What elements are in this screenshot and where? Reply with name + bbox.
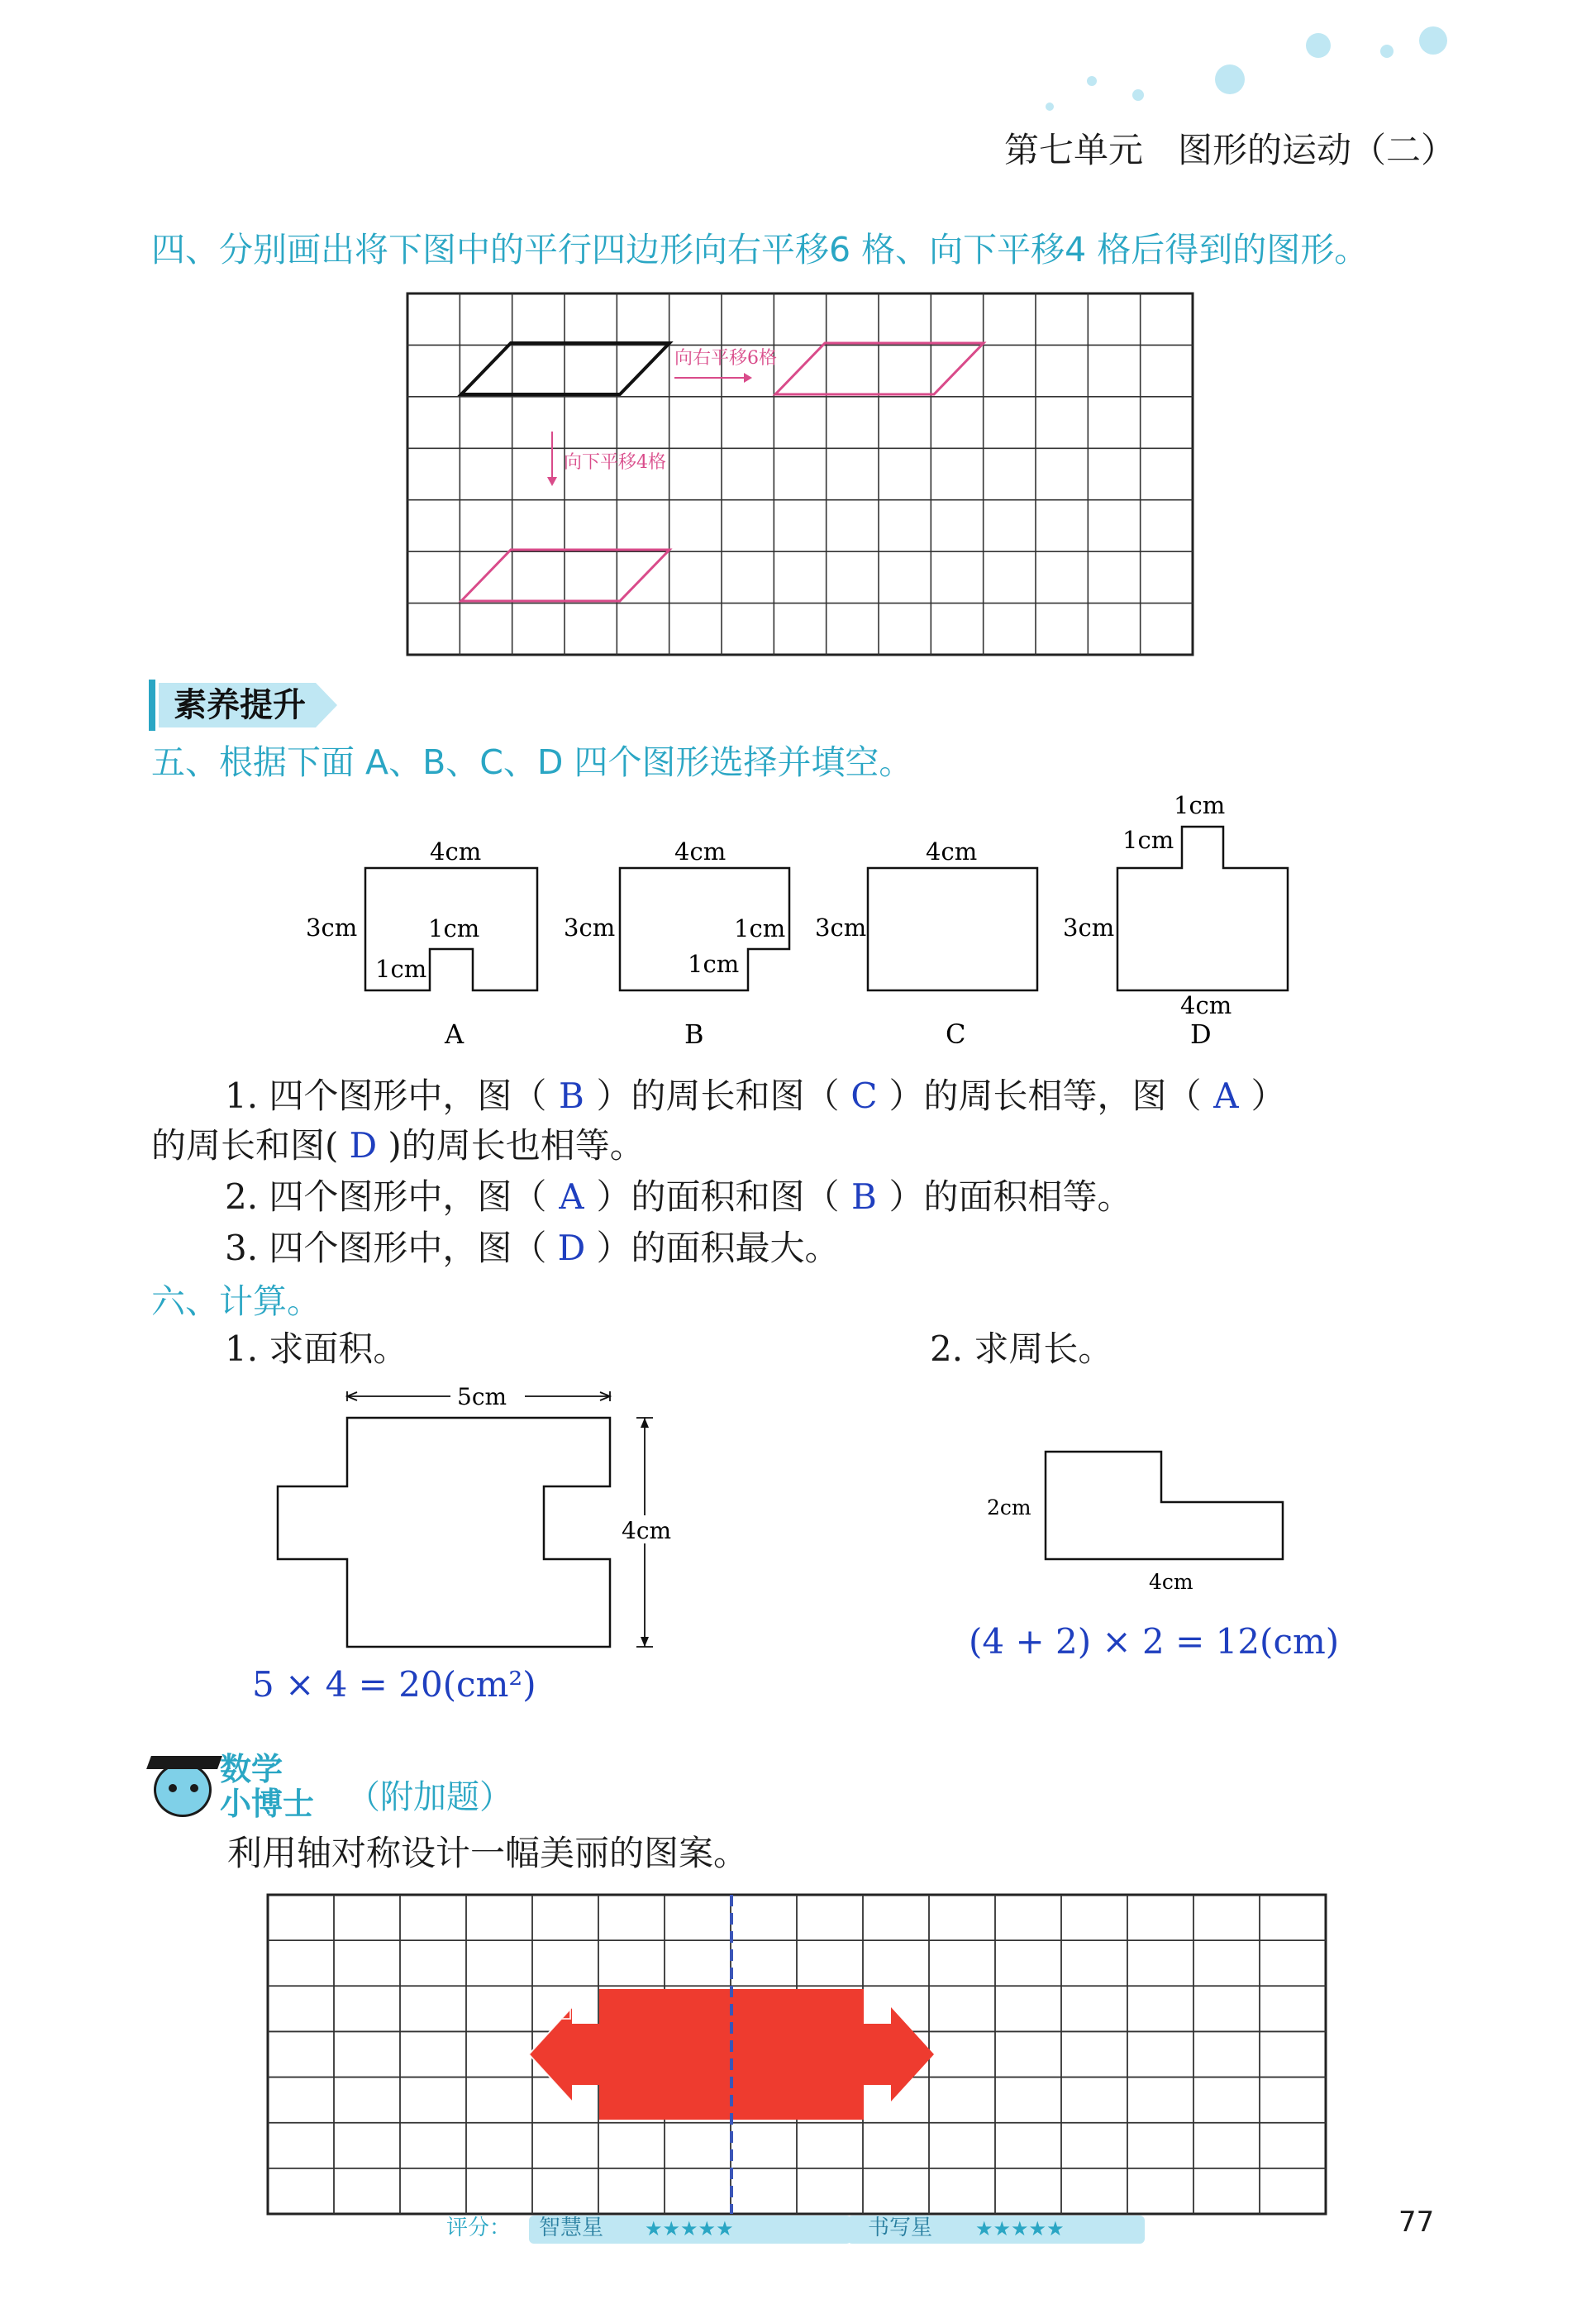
problem-1-label: 1. 求面积。 [225,1328,408,1369]
question-1-line2: 的周长和图( D )的周长也相等。 [151,1121,645,1171]
problem-2-answer: (4 + 2) × 2 = 12(cm) [969,1621,1340,1662]
svg-text:3cm: 3cm [564,913,616,942]
translation-grid [405,291,1198,660]
banner-label: 素养提升 [174,686,306,724]
svg-text:3cm: 3cm [1063,913,1115,942]
doctor-mascot-icon [154,1763,212,1817]
svg-text:1cm: 1cm [1122,826,1174,854]
answer-1b: C [850,1076,878,1116]
svg-text:1cm: 1cm [734,914,786,942]
page-number: 77 [1398,2206,1435,2239]
section6-title: 六、计算。 [151,1281,321,1321]
moved-right-parallelogram [775,343,984,394]
arrow-right-label: 向右平移6格 [674,348,777,369]
bonus-subtitle: （附加题） [347,1778,512,1816]
problem-2-label: 2. 求周长。 [930,1328,1113,1369]
unit-title: 第七单元 图形的运动（二） [1004,130,1456,170]
moved-down-parallelogram [461,550,669,601]
section5-title: 五、根据下面 A、B、C、D 四个图形选择并填空。 [151,742,913,782]
answer-1a: B [559,1076,584,1116]
section-banner [149,680,351,731]
question-1-line1: 1. 四个图形中，图（ B ）的周长和图（ C ）的周长相等，图（ A ） [225,1071,1285,1121]
svg-text:1cm: 1cm [428,914,480,942]
svg-text:2cm: 2cm [987,1495,1031,1519]
answer-2b: B [851,1176,877,1217]
svg-text:4cm: 4cm [430,837,482,866]
arrow-down-label: 向下平移4格 [564,452,666,473]
symmetry-grid [264,1891,1331,2222]
original-parallelogram [461,343,669,394]
svg-text:1cm: 1cm [688,950,740,978]
svg-text:4cm: 4cm [926,837,978,866]
figure-c [815,837,1037,1050]
figure-d [1063,791,1288,1050]
answer-1d: D [349,1125,378,1166]
figure-b [564,837,789,1050]
svg-text:C: C [946,1018,966,1050]
svg-text:A: A [445,1018,465,1050]
svg-text:4cm: 4cm [622,1517,672,1544]
svg-text:4cm: 4cm [674,837,727,866]
problem-1-answer: 5 × 4 = 20(cm²) [252,1664,536,1705]
perimeter-figure [984,1438,1298,1604]
writing-stars-icon: ★★★★★ [975,2217,1065,2240]
svg-text:D: D [1190,1018,1212,1050]
answer-1c: A [1213,1076,1239,1116]
svg-text:4cm: 4cm [1149,1570,1193,1594]
svg-text:1cm: 1cm [375,955,427,983]
answer-3a: D [557,1228,586,1268]
area-figure [264,1376,694,1658]
figures-abcd [298,785,1339,1058]
svg-text:5cm: 5cm [457,1383,507,1410]
svg-text:3cm: 3cm [306,913,358,942]
question-2: 2. 四个图形中，图（ A ）的面积和图（ B ）的面积相等。 [225,1172,1131,1222]
writing-star-label: 书写星 [868,2216,933,2240]
wisdom-star-label: 智慧星 [539,2216,604,2240]
wisdom-stars-icon: ★★★★★ [645,2217,734,2240]
bonus-badge: 数学 小博士 [149,1751,347,1820]
figure-a [306,837,537,1050]
bonus-prompt: 利用轴对称设计一幅美丽的图案。 [227,1833,749,1873]
svg-text:3cm: 3cm [815,913,867,942]
svg-text:1cm: 1cm [1174,791,1226,819]
svg-text:4cm: 4cm [1180,991,1232,1019]
svg-text:B: B [684,1018,704,1050]
question-3: 3. 四个图形中，图（ D ）的面积最大。 [225,1224,839,1273]
answer-2a: A [559,1176,584,1217]
section4-title: 四、分别画出将下图中的平行四边形向右平移6 格、向下平移4 格后得到的图形。 [151,230,1369,270]
